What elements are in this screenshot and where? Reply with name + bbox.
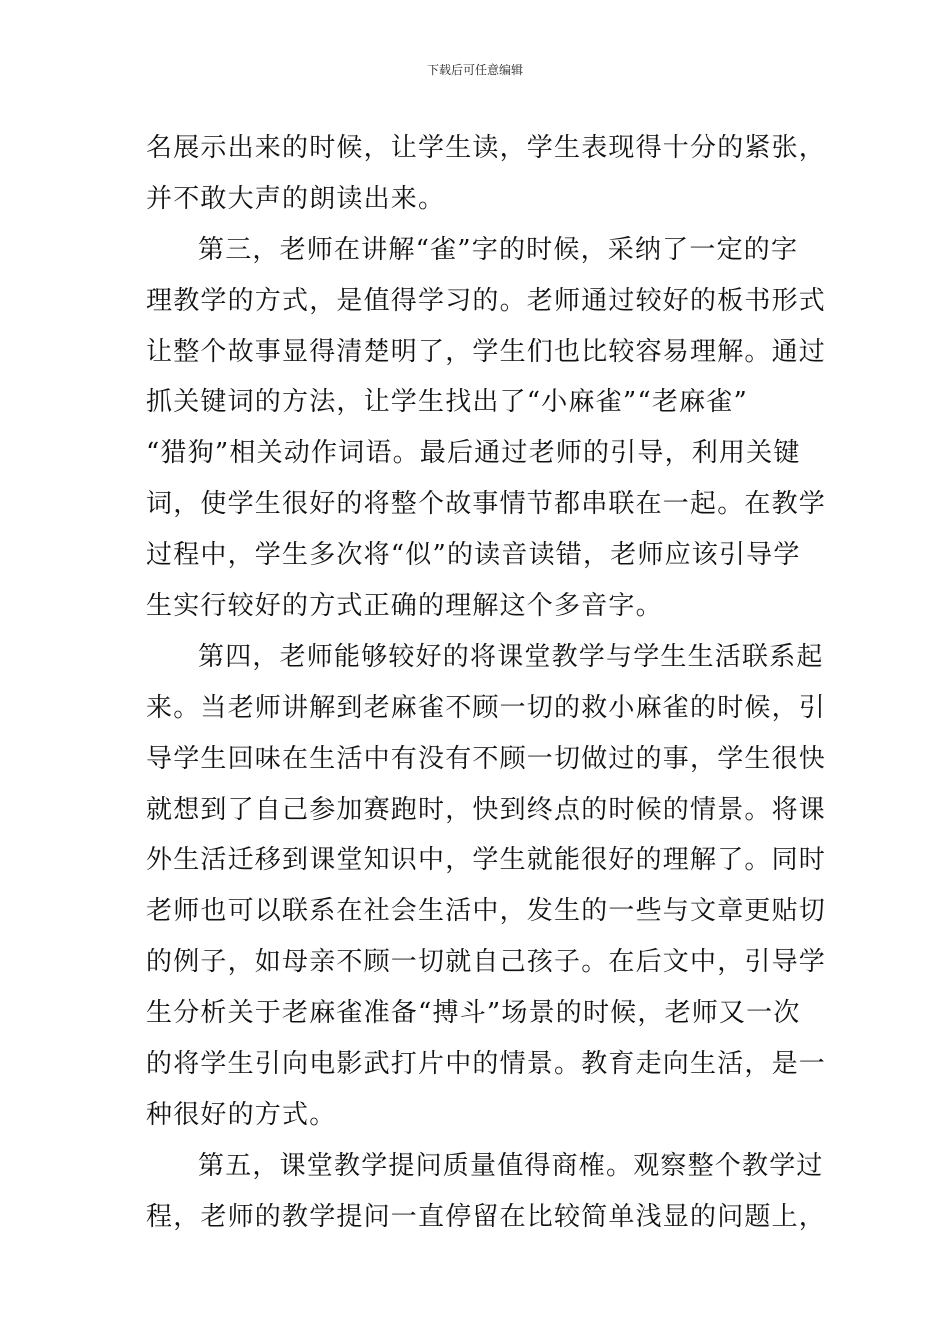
paragraph-line: 生分析关于老麻雀准备“搏斗”场景的时候，老师又一次 [146,998,801,1029]
paragraph-line: 过程中，学生多次将“似”的读音读错，老师应该引导学 [146,540,801,571]
paragraph-line: 外生活迁移到课堂知识中，学生就能很好的理解了。同时 [146,845,827,876]
paragraph [146,1141,827,1243]
paragraph-line: 种很好的方式。 [146,1099,337,1130]
paragraph-line: “猎狗”相关动作词语。最后通过老师的引导，利用关键 [146,438,801,469]
paragraph-line: 抓关键词的方法，让学生找出了“小麻雀”“老麻雀” [146,387,748,418]
paragraph-line: 并不敢大声的朗读出来。 [146,183,446,214]
paragraph-line: 第五，课堂教学提问质量值得商榷。观察整个教学过 [198,1150,824,1181]
paragraph [146,632,827,1141]
paragraph [146,225,827,632]
paragraph-line: 生实行较好的方式正确的理解这个多音字。 [146,591,663,622]
page-header: 下载后可任意编辑 [426,63,523,77]
paragraph-line: 程，老师的教学提问一直停留在比较简单浅显的问题上， [146,1201,827,1232]
paragraph-line: 导学生回味在生活中有没有不顾一切做过的事，学生很快 [146,743,827,774]
paragraph-line: 词，使学生很好的将整个故事情节都串联在一起。在教学 [146,489,827,520]
paragraph-line: 名展示出来的时候，让学生读，学生表现得十分的紧张， [146,133,827,163]
paragraph-line: 来。当老师讲解到老麻雀不顾一切的救小麻雀的时候，引 [146,692,827,723]
paragraph-line: 的将学生引向电影武打片中的情景。教育走向生活，是一 [146,1049,827,1080]
paragraph-line: 第三，老师在讲解“雀”字的时候，采纳了一定的字 [198,234,799,265]
paragraph-line: 让整个故事显得清楚明了，学生们也比较容易理解。通过 [146,336,827,367]
paragraph-line: 就想到了自己参加赛跑时，快到终点的时候的情景。将课 [146,794,827,825]
paragraph-line: 理教学的方式，是值得学习的。老师通过较好的板书形式 [146,285,827,316]
paragraph [146,123,827,225]
paragraph-line: 老师也可以联系在社会生活中，发生的一些与文章更贴切 [146,896,827,927]
paragraph-line: 的例子，如母亲不顾一切就自己孩子。在后文中，引导学 [146,947,827,978]
document-body [146,123,827,1243]
paragraph-line: 第四，老师能够较好的将课堂教学与学生生活联系起 [198,641,824,672]
